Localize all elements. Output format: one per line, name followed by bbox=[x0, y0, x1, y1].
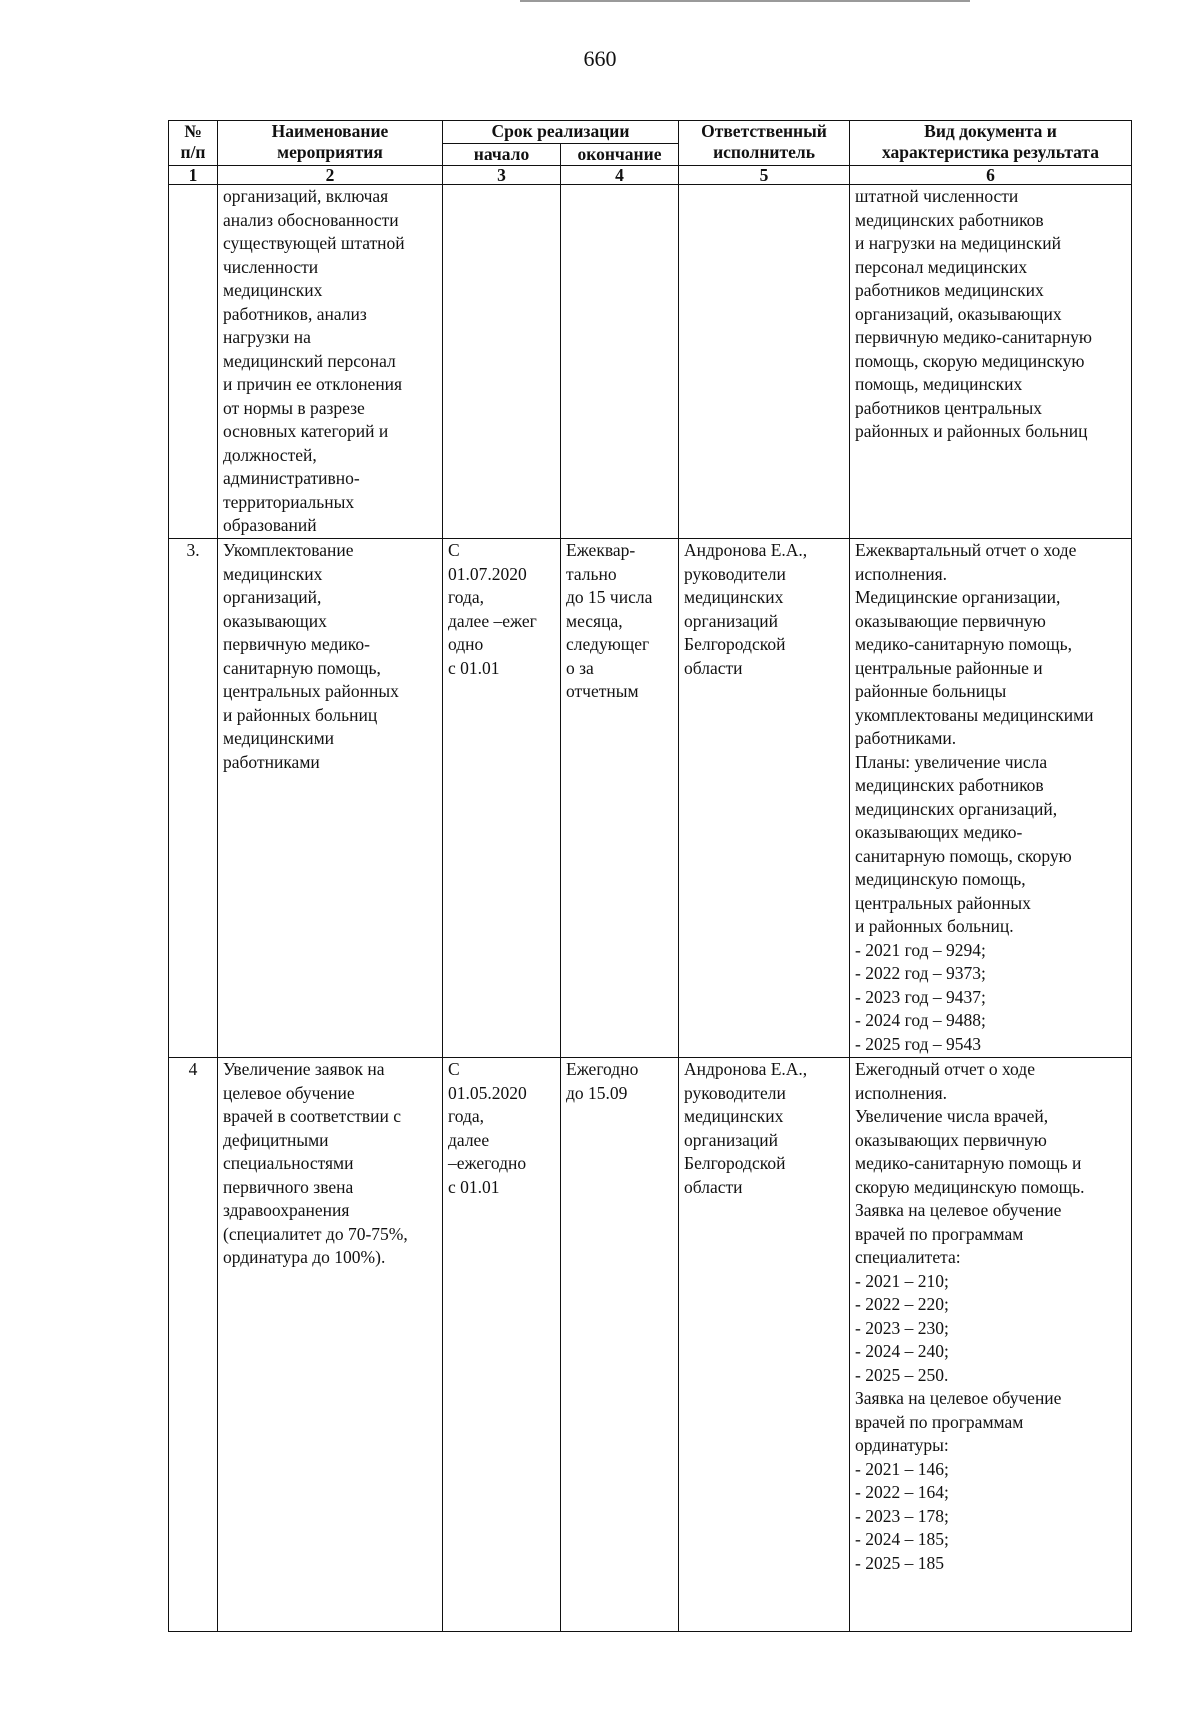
row-result: Ежегодный отчет о ходе исполнения. Увеличение числа врачей, оказывающих первичную медико-санитарную помощь и скорую медицинскую помощь. Заявка на целевое обучение врачей по программам специалитета: - 2021 – 210; - 2022 – 220; - 2023 – 230; - 2024 – 240; - 2025 – 250. Заявка на целевое обучение врачей по программам ординатуры: - 2021 – 146; - 2022 – 164; - 2023 – 178; - 2024 – 185; - 2025 – 185 bbox=[850, 1058, 1132, 1632]
activities-table bbox=[168, 120, 1132, 1632]
column-number: 1 bbox=[169, 166, 218, 185]
header-executor: Ответственный исполнитель bbox=[679, 121, 850, 166]
header-num: № п/п bbox=[169, 121, 218, 166]
row-start bbox=[443, 185, 561, 539]
row-executor bbox=[679, 185, 850, 539]
table-row bbox=[169, 1058, 1132, 1632]
row-activity: Укомплектование медицинских организаций, оказывающих первичную медико- санитарную помощь, центральных районных и районных больниц медицинскими работниками bbox=[218, 539, 443, 1058]
header-end: окончание bbox=[561, 144, 679, 166]
header-result: Вид документа и характеристика результата bbox=[850, 121, 1132, 166]
column-numbers-row bbox=[169, 166, 1132, 185]
row-activity: организаций, включая анализ обоснованности существующей штатной численности медицинских работников, анализ нагрузки на медицинский персонал и причин ее отклонения от нормы в разрезе основных категорий и должностей, административно- территориальных образований bbox=[218, 185, 443, 539]
table-row bbox=[169, 185, 1132, 539]
column-number: 6 bbox=[850, 166, 1132, 185]
column-number: 3 bbox=[443, 166, 561, 185]
row-executor: Андронова Е.А., руководители медицинских организаций Белгородской области bbox=[679, 1058, 850, 1632]
row-end: Ежеквар- тально до 15 числа месяца, следующег о за отчетным bbox=[561, 539, 679, 1058]
row-end bbox=[561, 185, 679, 539]
page-number: 660 bbox=[583, 46, 617, 71]
row-number: 4 bbox=[169, 1058, 218, 1632]
header-period: Срок реализации bbox=[443, 121, 679, 144]
row-activity: Увеличение заявок на целевое обучение врачей в соответствии с дефицитными специальностями первичного звена здравоохранения (специалитет до 70-75%, ординатура до 100%). bbox=[218, 1058, 443, 1632]
header-name: Наименование мероприятия bbox=[218, 121, 443, 166]
row-start: С 01.07.2020 года, далее –ежег одно с 01.01 bbox=[443, 539, 561, 1058]
row-result: штатной численности медицинских работников и нагрузки на медицинский персонал медицинских работников медицинских организаций, оказывающих первичную медико-санитарную помощь, скорую медицинскую помощь, медицинских работников центральных районных и районных больниц bbox=[850, 185, 1132, 539]
header-row-1 bbox=[169, 121, 1132, 144]
column-number: 4 bbox=[561, 166, 679, 185]
table-row bbox=[169, 539, 1132, 1058]
row-number: 3. bbox=[169, 539, 218, 1058]
column-number: 5 bbox=[679, 166, 850, 185]
row-executor: Андронова Е.А., руководители медицинских организаций Белгородской области bbox=[679, 539, 850, 1058]
column-number: 2 bbox=[218, 166, 443, 185]
row-end: Ежегодно до 15.09 bbox=[561, 1058, 679, 1632]
scan-top-mark bbox=[520, 0, 970, 2]
row-number bbox=[169, 185, 218, 539]
header-start: начало bbox=[443, 144, 561, 166]
row-result: Ежеквартальный отчет о ходе исполнения. Медицинские организации, оказывающие первичную медико-санитарную помощь, центральные районные и районные больницы укомплектованы медицинскими работниками. Планы: увеличение числа медицинских работников медицинских организаций, оказывающих медико- санитарную помощь, скорую медицинскую помощь, центральных районных и районных больниц. - 2021 год – 9294; - 2022 год – 9373; - 2023 год – 9437; - 2024 год – 9488; - 2025 год – 9543 bbox=[850, 539, 1132, 1058]
row-start: С 01.05.2020 года, далее –ежегодно с 01.01 bbox=[443, 1058, 561, 1632]
